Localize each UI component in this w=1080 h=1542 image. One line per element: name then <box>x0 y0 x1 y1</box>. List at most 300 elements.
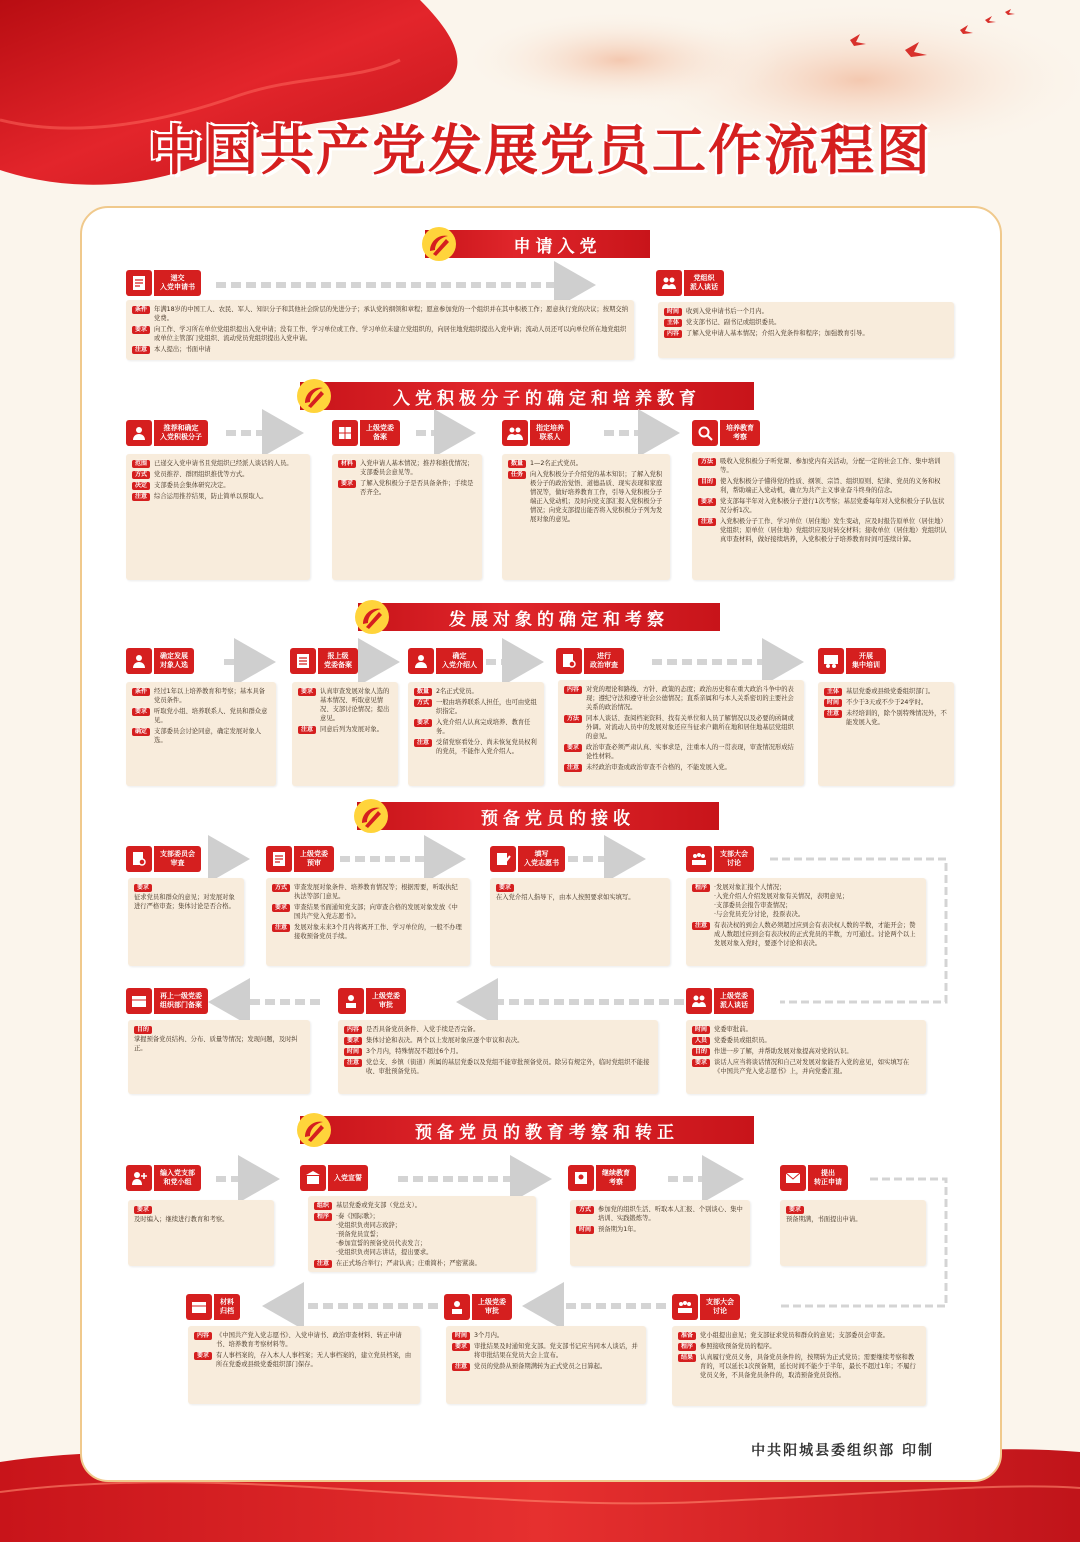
step-detail-box <box>686 1020 926 1094</box>
detail-tag: 内容 <box>564 686 582 694</box>
detail-row <box>452 1331 640 1340</box>
detail-row <box>564 763 798 772</box>
step-detail-box <box>266 878 470 966</box>
step-detail-box <box>490 878 670 966</box>
detail-row <box>132 492 304 501</box>
detail-row <box>698 497 948 515</box>
detail-text: 向入党积极分子介绍党的基本知识；了解入党积极分子的政治觉悟、道德品质、现实表现和家庭情况等，做好培养教育工作，引导入党积极分子端正入党动机；及时向党支部汇报入党积极分子情况；向党支部提出能否将入党积极分子列为发展对象的意见。 <box>530 471 663 523</box>
stage-banner-5 <box>300 1116 754 1144</box>
detail-text: 对党的理论和路线、方针、政策的态度；政治历史和在重大政治斗争中的表现；遵纪守法和遵守社会公德情况；直系亲属和与本人关系密切的主要社会关系的政治情况。 <box>586 686 794 711</box>
stage-banner-3 <box>358 603 720 631</box>
detail-row <box>314 1201 530 1210</box>
detail-text: 发展对象未来3个月内将离开工作、学习单位的，一般不办理接收预备党员手续。 <box>294 924 462 940</box>
step-node <box>672 1292 740 1322</box>
step-label: 开展 集中培训 <box>846 648 886 674</box>
step-node <box>266 844 334 874</box>
document-icon <box>266 846 292 872</box>
detail-text: 使入党积极分子懂得党的性质、纲领、宗旨、组织原则、纪律、党员的义务和权利，帮助端正入党动机，确立为共产主义事业奋斗终身的信念。 <box>720 478 941 494</box>
detail-text: 政治审查必须严肃认真、实事求是，注重本人的一贯表现，审查情况形成结论性材料。 <box>586 744 794 760</box>
step-node <box>818 646 886 676</box>
party-emblem-icon <box>294 376 334 416</box>
step-detail-box <box>126 682 276 786</box>
detail-text: 向工作、学习所在单位党组织提出入党申请；没有工作、学习单位或工作、学习单位未建立党组织的，向居住地党组织提出入党申请；流动人员还可以向单位所在地党组织或单位主管部门党组织、流动党员党组织提出入党申请。 <box>154 326 627 342</box>
detail-tag: 注意 <box>692 922 710 930</box>
detail-tag: 结果 <box>678 1354 696 1362</box>
detail-row <box>508 459 664 468</box>
step-node <box>490 844 565 874</box>
review-icon <box>126 846 152 872</box>
add-person-icon <box>126 1165 152 1191</box>
stage-title: 发展对象的确定和考察 <box>449 609 669 630</box>
meeting-icon <box>672 1294 698 1320</box>
detail-text: 入党积极分子工作、学习单位（居住地）发生变动，应及时报告原单位（居住地）党组织；原单位（居住地）党组织应及时转交材料；接收单位（居住地）党组织认真审查材料，做好接续培养，入党积极分子培养教育时间可连续计算。 <box>720 518 947 543</box>
detail-tag: 目的 <box>698 478 716 486</box>
step-label: 推荐和确定 入党积极分子 <box>154 420 208 446</box>
step-node <box>686 986 754 1016</box>
people-talk-icon <box>656 270 682 296</box>
detail-text: 党员推荐、群团组织推优等方式。 <box>154 471 249 478</box>
detail-tag: 要求 <box>132 326 150 334</box>
detail-text: 入党申请人基本情况；推荐和推优情况；支部委员会意见等。 <box>360 460 474 476</box>
step-detail-box <box>126 454 310 580</box>
step-node <box>126 844 201 874</box>
detail-block <box>786 1205 920 1224</box>
detail-row <box>564 714 798 741</box>
step-detail-box <box>818 682 954 786</box>
detail-tag: 方式 <box>414 699 432 707</box>
step-label: 递交 入党申请书 <box>154 270 201 296</box>
stage-title: 预备党员的教育考察和转正 <box>415 1122 679 1143</box>
detail-text: 未经培训的，除个别特殊情况外，不能发展入党。 <box>846 710 947 726</box>
detail-text: 预备期满，书面提出申请。 <box>786 1216 862 1223</box>
step-node <box>692 418 760 448</box>
party-emblem-icon <box>294 1110 334 1150</box>
detail-tag: 确定 <box>132 728 150 736</box>
step-node <box>126 418 208 448</box>
detail-text: ·发展对象汇报个人情况； ·入党介绍人介绍发展对象有关情况，表明意见； ·支部委员会报告审查情况； ·与会党员充分讨论，投票表决。 <box>714 884 849 918</box>
detail-text: 本人提出；书面申请 <box>154 346 211 353</box>
detail-tag: 时间 <box>824 699 842 707</box>
detail-tag: 注意 <box>272 924 290 932</box>
detail-row <box>194 1351 414 1369</box>
step-detail-box <box>408 682 544 786</box>
detail-text: 吸收入党积极分子听党课、参加党内有关活动，分配一定的社会工作、集中培训等。 <box>720 458 941 474</box>
archive-icon <box>186 1294 212 1320</box>
pen-icon <box>490 846 516 872</box>
stage-title: 申请入党 <box>513 236 602 257</box>
detail-tag: 注意 <box>132 493 150 501</box>
detail-text: 支部委员会讨论同意，确定发展对象人选。 <box>154 728 262 744</box>
detail-text: 3个月内。 <box>474 1332 504 1339</box>
detail-row <box>344 1047 652 1056</box>
detail-row <box>344 1058 652 1076</box>
stage-title: 预备党员的接收 <box>481 808 635 829</box>
detail-tag: 注意 <box>824 710 842 718</box>
detail-tag: 准备 <box>678 1332 696 1340</box>
detail-row <box>692 883 920 919</box>
detail-text: 审查发展对象条件、培养教育情况等；根据需要，听取执纪执法等部门意见。 <box>294 884 458 900</box>
detail-tag: 时间 <box>576 1226 594 1234</box>
person-icon <box>408 648 434 674</box>
approval-icon <box>444 1294 470 1320</box>
detail-tag: 决定 <box>132 482 150 490</box>
detail-row <box>576 1205 744 1223</box>
detail-row <box>132 727 270 745</box>
detail-text: 党委委员或组织员。 <box>714 1037 771 1044</box>
detail-tag: 时间 <box>664 308 682 316</box>
detail-block <box>134 1205 268 1224</box>
step-detail-box <box>502 454 670 580</box>
detail-tag: 要求 <box>132 708 150 716</box>
detail-row <box>664 318 948 327</box>
detail-row <box>414 718 538 736</box>
step-label: 材料 归档 <box>214 1294 240 1320</box>
detail-row <box>824 709 948 727</box>
detail-row <box>132 305 628 323</box>
detail-text: 已递交入党申请书且党组织已经派人谈话的人员。 <box>154 460 293 467</box>
step-node <box>126 646 194 676</box>
detail-row <box>692 1047 920 1056</box>
detail-text: 同意后列为发展对象。 <box>320 726 383 733</box>
detail-tag: 注意 <box>132 346 150 354</box>
detail-text: 了解入党积极分子是否具备条件；手续是否齐全。 <box>360 480 474 496</box>
detail-row <box>698 457 948 475</box>
step-label: 进行 政治审查 <box>584 648 624 674</box>
detail-tag: 要求 <box>414 719 432 727</box>
detail-text: 入党介绍人认真完成培养、教育任务。 <box>436 719 531 735</box>
detail-text: ·奏《国际歌》； ·党组织负责同志致辞； ·预备党员宣誓； ·参加宣誓的预备党员代表发言； ·党组织负责同志讲话，提出要求。 <box>336 1213 433 1256</box>
step-detail-box <box>672 1326 926 1406</box>
approval-icon <box>338 988 364 1014</box>
building-icon <box>300 1165 326 1191</box>
step-detail-box <box>128 1200 274 1266</box>
detail-tag: 要求 <box>786 1206 804 1214</box>
detail-tag: 方式 <box>132 471 150 479</box>
step-label: 上级党委 审批 <box>366 988 406 1014</box>
detail-tag: 要求 <box>698 498 716 506</box>
detail-row <box>344 1025 652 1034</box>
detail-tag: 范围 <box>132 460 150 468</box>
detail-tag: 目的 <box>692 1048 710 1056</box>
detail-tag: 要求 <box>338 480 356 488</box>
detail-row <box>132 459 304 468</box>
step-node <box>780 1163 848 1193</box>
step-detail-box <box>128 878 244 966</box>
review-icon <box>556 648 582 674</box>
detail-text: 党小组提出意见；党支部征求党员和群众的意见；支部委员会审查。 <box>700 1332 889 1339</box>
detail-text: 征求党员和群众的意见；对发展对象进行严格审查；集体讨论是否合格。 <box>134 894 235 910</box>
detail-tag: 注意 <box>314 1260 332 1268</box>
detail-text: 有人事档案的，存入本人人事档案；无人事档案的，建立党员档案，由所在党委或县级党委组织部门保存。 <box>216 1352 412 1368</box>
detail-row <box>272 923 464 941</box>
stage-banner-2 <box>300 382 754 410</box>
detail-row <box>698 477 948 495</box>
step-label: 确定 入党介绍人 <box>436 648 483 674</box>
detail-tag: 时间 <box>452 1332 470 1340</box>
detail-tag: 要求 <box>272 904 290 912</box>
step-label: 填写 入党志愿书 <box>518 846 565 872</box>
detail-row <box>692 1058 920 1076</box>
party-emblem-icon <box>351 796 391 836</box>
detail-tag: 时间 <box>692 1026 710 1034</box>
detail-row <box>272 883 464 901</box>
detail-tag: 内容 <box>194 1332 212 1340</box>
detail-row <box>692 1025 920 1034</box>
detail-text: 及时编入；继续进行教育和考察。 <box>134 1216 229 1223</box>
step-node <box>686 844 754 874</box>
detail-tag: 人员 <box>692 1037 710 1045</box>
detail-row <box>452 1342 640 1360</box>
step-detail-box <box>570 1200 750 1266</box>
detail-text: 认真审查发展对象人选的基本情况、听取意见情况、支部讨论情况；提出意见。 <box>320 688 390 722</box>
step-node <box>332 418 400 448</box>
detail-tag: 要求 <box>344 1037 362 1045</box>
detail-text: 作进一步了解，并帮助发展对象提高对党的认识。 <box>714 1048 853 1055</box>
step-node <box>444 1292 512 1322</box>
detail-row <box>132 707 270 725</box>
step-node <box>338 986 406 1016</box>
detail-tag: 任务 <box>508 471 526 479</box>
step-label: 上级党委 派人谈话 <box>714 988 754 1014</box>
detail-text: 基层党委或党支部（党总支）。 <box>336 1202 422 1209</box>
detail-text: 谈话人应当将谈话情况和自己对发展对象能否入党的意见，如实填写在《中国共产党入党志愿书》上，并向党委汇报。 <box>714 1059 910 1075</box>
step-node <box>502 418 570 448</box>
detail-tag: 要求 <box>496 884 514 892</box>
detail-tag: 要求 <box>194 1352 212 1360</box>
detail-text: 2名正式党员。 <box>436 688 478 695</box>
step-node <box>568 1163 636 1193</box>
detail-tag: 内容 <box>344 1026 362 1034</box>
detail-row <box>298 725 392 734</box>
step-node <box>186 1292 240 1322</box>
detail-text: 党总支、乡镇（街道）所属的基层党委以及党组不能审批预备党员。除另有规定外，临时党组织不能接收、审批预备党员。 <box>366 1059 650 1075</box>
detail-text: 是否具备党员条件、入党手续是否完备。 <box>366 1026 480 1033</box>
detail-tag: 要求 <box>564 744 582 752</box>
detail-row <box>508 470 664 524</box>
detail-tag: 主体 <box>664 319 682 327</box>
detail-row <box>414 687 538 696</box>
detail-row <box>338 479 476 497</box>
detail-row <box>824 698 948 707</box>
detail-row <box>698 517 948 544</box>
detail-text: 预备期为1年。 <box>598 1226 640 1233</box>
detail-tag: 条件 <box>132 306 150 314</box>
step-node <box>126 1163 201 1193</box>
step-node <box>408 646 483 676</box>
step-detail-box <box>128 1020 310 1094</box>
detail-tag: 数量 <box>414 688 432 696</box>
detail-row <box>338 459 476 477</box>
detail-row <box>132 325 628 343</box>
detail-row <box>576 1225 744 1234</box>
detail-row <box>824 687 948 696</box>
step-detail-box <box>686 878 926 966</box>
detail-text: 党支部每半年对入党积极分子进行1次考察；基层党委每年对入党积极分子队伍状况分析1次。 <box>720 498 945 514</box>
detail-row <box>664 329 948 338</box>
detail-tag: 要求 <box>298 688 316 696</box>
step-label: 编入党支部 和党小组 <box>154 1165 201 1191</box>
detail-tag: 要求 <box>692 1059 710 1067</box>
detail-row <box>194 1331 414 1349</box>
step-node <box>126 268 201 298</box>
detail-tag: 方法 <box>698 458 716 466</box>
detail-text: 党员的党龄从预备期满转为正式党员之日算起。 <box>474 1363 607 1370</box>
step-node <box>290 646 358 676</box>
step-label: 上级党委 备案 <box>360 420 400 446</box>
detail-tag: 程序 <box>692 884 710 892</box>
step-label: 支部大会 讨论 <box>700 1294 740 1320</box>
step-label: 再上一级党委 组织部门备案 <box>154 988 208 1014</box>
detail-text: 基层党委或县级党委组织部门。 <box>846 688 935 695</box>
step-node <box>556 646 624 676</box>
step-detail-box <box>780 1200 926 1266</box>
detail-row <box>678 1331 920 1340</box>
document-icon <box>126 270 152 296</box>
detail-text: 了解入党申请人基本情况；介绍入党条件和程序；加强教育引导。 <box>686 330 869 337</box>
stage-title: 入党积极分子的确定和培养教育 <box>393 388 701 409</box>
detail-text: 收到入党申请书后一个月内。 <box>686 308 768 315</box>
detail-tag: 注意 <box>452 1363 470 1371</box>
stage-banner-4 <box>357 802 719 830</box>
step-label: 入党宣誓 <box>328 1165 368 1191</box>
detail-text: 党委审批前。 <box>714 1026 752 1033</box>
detail-tag: 注意 <box>564 764 582 772</box>
detail-text: 《中国共产党入党志愿书》、入党申请书、政治审查材料、转正申请书、培养教育考察材料等。 <box>216 1332 402 1348</box>
step-label: 支部大会 讨论 <box>714 846 754 872</box>
detail-text: 在入党介绍人指导下，由本人按照要求如实填写。 <box>496 894 635 901</box>
people-talk-icon <box>686 988 712 1014</box>
publisher-footer: 中共阳城县委组织部 印制 <box>751 1443 934 1459</box>
detail-row <box>564 743 798 761</box>
detail-tag: 注意 <box>414 739 432 747</box>
detail-tag: 程序 <box>314 1213 332 1221</box>
detail-tag: 方法 <box>564 715 582 723</box>
party-emblem-icon <box>419 224 459 264</box>
training-icon <box>818 648 844 674</box>
step-node <box>656 268 724 298</box>
detail-tag: 组织 <box>314 1202 332 1210</box>
detail-row <box>314 1259 530 1268</box>
step-detail-box <box>558 680 804 786</box>
detail-text: 党支部书记、副书记或组织委员。 <box>686 319 781 326</box>
detail-tag: 材料 <box>338 460 356 468</box>
detail-row <box>678 1342 920 1351</box>
detail-row <box>414 698 538 716</box>
step-label: 报上级 党委备案 <box>318 648 358 674</box>
detail-text: 3个月内，特殊情况不超过6个月。 <box>366 1048 463 1055</box>
archive-icon <box>126 988 152 1014</box>
detail-tag: 要求 <box>452 1343 470 1351</box>
meeting-icon <box>686 846 712 872</box>
step-label: 提出 转正申请 <box>808 1165 848 1191</box>
detail-row <box>132 470 304 479</box>
detail-text: 审批结果及时通知党支部。党支部书记应当同本人谈话，并将审批结果在党员大会上宣布。 <box>474 1343 638 1359</box>
step-detail-box <box>338 1020 658 1094</box>
list-icon <box>290 648 316 674</box>
detail-text: 掌握预备党员结构、分布、质量等情况；发现问题，及时纠正。 <box>134 1036 298 1052</box>
detail-text: 经过1年以上培养教育和考察；基本具备党员条件。 <box>154 688 266 704</box>
detail-text: 不少于3天或不少于24学时。 <box>846 699 928 706</box>
detail-block <box>134 1025 304 1053</box>
detail-tag: 要求 <box>134 884 152 892</box>
detail-tag: 要求 <box>134 1206 152 1214</box>
detail-row <box>132 687 270 705</box>
detail-tag: 方式 <box>272 884 290 892</box>
detail-row <box>344 1036 652 1045</box>
step-label: 指定培养 联系人 <box>530 420 570 446</box>
group-icon <box>502 420 528 446</box>
step-label: 继续教育 考察 <box>596 1165 636 1191</box>
step-detail-box <box>308 1196 536 1272</box>
step-detail-box <box>658 302 954 358</box>
step-detail-box <box>292 682 398 786</box>
step-detail-box <box>188 1326 420 1404</box>
stage-banner-1 <box>425 230 650 258</box>
step-label: 上级党委 审批 <box>472 1294 512 1320</box>
detail-text: 参加党的组织生活、听取本人汇报、个别谈心、集中培训、实践锻炼等。 <box>598 1206 743 1222</box>
detail-text: 综合运用推荐结果，防止简单以票取人。 <box>154 493 268 500</box>
person-icon <box>126 420 152 446</box>
detail-tag: 注意 <box>298 726 316 734</box>
step-label: 支部委员会 审查 <box>154 846 201 872</box>
step-label: 上级党委 预审 <box>294 846 334 872</box>
detail-tag: 内容 <box>664 330 682 338</box>
detail-text: 在正式场合举行；严肃认真；庄重简朴；严密紧凑。 <box>336 1260 481 1267</box>
party-emblem-icon <box>352 597 392 637</box>
detail-row <box>664 307 948 316</box>
detail-text: 审查结果书面通知党支部；向审查合格的发展对象发放《中国共产党入党志愿书》。 <box>294 904 458 920</box>
folder-icon <box>332 420 358 446</box>
detail-row <box>132 481 304 490</box>
detail-text: 受留党察看处分、尚未恢复党员权利的党员，不能作入党介绍人。 <box>436 739 537 755</box>
detail-text: 支部委员会集体研究决定。 <box>154 482 230 489</box>
detail-row <box>452 1362 640 1371</box>
magnifier-person-icon <box>692 420 718 446</box>
step-label: 党组织 派人谈话 <box>684 270 724 296</box>
detail-row <box>414 738 538 756</box>
step-detail-box <box>126 300 634 360</box>
detail-row <box>314 1212 530 1257</box>
step-detail-box <box>692 452 954 580</box>
detail-row <box>692 921 920 948</box>
detail-text: 未经政治审查或政治审查不合格的，不能发展入党。 <box>586 764 731 771</box>
detail-row <box>272 903 464 921</box>
detail-row <box>298 687 392 723</box>
step-detail-box <box>332 454 482 580</box>
detail-tag: 注意 <box>344 1059 362 1067</box>
detail-tag: 方式 <box>576 1206 594 1214</box>
detail-text: 同本人谈话、查阅档案资料、找有关单位和人员了解情况以及必要的函调或外调。对流动人员中的发展对象还应当征求户籍所在地和居住地基层党组织的意见。 <box>586 715 794 740</box>
detail-tag: 程序 <box>678 1343 696 1351</box>
detail-text: 一般由培养联系人担任，也可由党组织指定。 <box>436 699 537 715</box>
person-icon <box>126 648 152 674</box>
envelope-icon <box>780 1165 806 1191</box>
detail-text: 认真履行党员义务，具备党员条件的，按期转为正式党员；需要继续考察和教育的，可以延长1次预备期，延长时间不能少于半年，最长不超过1年；不履行党员义务，不具备党员条件的，取消预备党员资格。 <box>700 1354 916 1379</box>
detail-block <box>134 883 238 911</box>
detail-tag: 时间 <box>344 1048 362 1056</box>
detail-row <box>678 1353 920 1380</box>
detail-tag: 目的 <box>134 1026 152 1034</box>
study-icon <box>568 1165 594 1191</box>
detail-tag: 条件 <box>132 688 150 696</box>
detail-text: 参照接收预备党员的程序。 <box>700 1343 776 1350</box>
detail-text: 听取党小组、培养联系人、党员和群众意见。 <box>154 708 268 724</box>
page-title: 中国共产党发展党员工作流程图 <box>148 118 932 182</box>
step-label: 培养教育 考察 <box>720 420 760 446</box>
detail-row <box>132 345 628 354</box>
detail-tag: 数量 <box>508 460 526 468</box>
detail-row <box>692 1036 920 1045</box>
